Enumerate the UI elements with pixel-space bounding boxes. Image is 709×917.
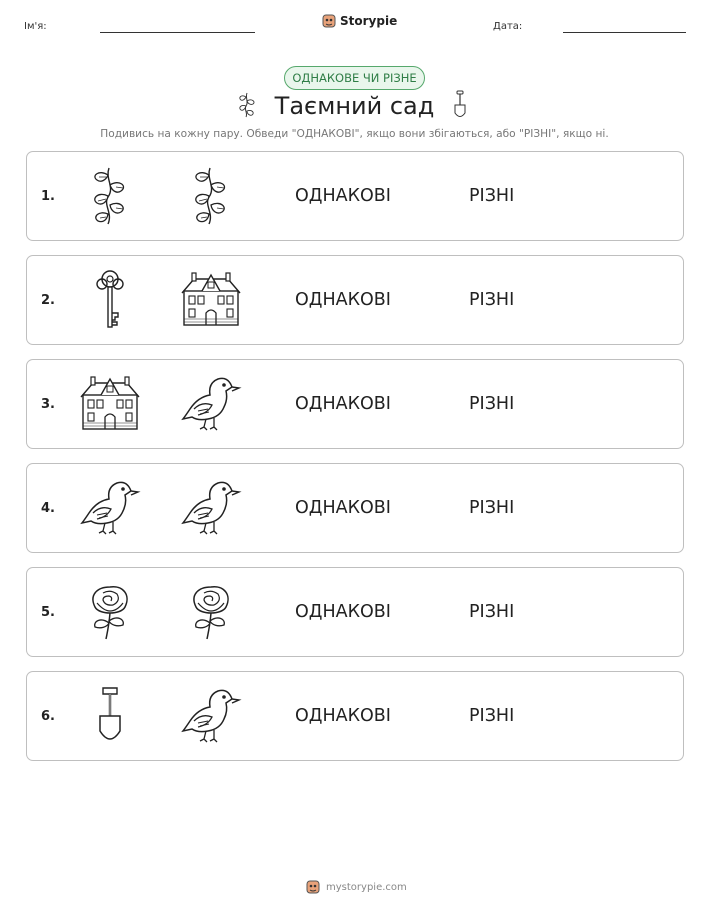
storypie-logo-icon	[322, 13, 336, 29]
option-different[interactable]: РІЗНІ	[469, 498, 515, 518]
option-same[interactable]: ОДНАКОВІ	[295, 186, 391, 206]
shovel-icon	[452, 90, 468, 120]
vine-icon	[79, 165, 141, 227]
footer-url[interactable]: mystorypie.com	[326, 881, 407, 893]
vine-icon	[180, 165, 242, 227]
option-different[interactable]: РІЗНІ	[469, 394, 515, 414]
option-same[interactable]: ОДНАКОВІ	[295, 706, 391, 726]
question-card	[26, 567, 684, 657]
bird-icon	[79, 477, 141, 539]
key-icon	[79, 269, 141, 331]
rose-icon	[79, 581, 141, 643]
question-number: 1.	[41, 189, 55, 204]
question-card	[26, 463, 684, 553]
name-line[interactable]	[100, 32, 255, 33]
date-label: Дата:	[493, 21, 523, 32]
option-same[interactable]: ОДНАКОВІ	[295, 290, 391, 310]
question-number: 5.	[41, 605, 55, 620]
house-icon	[180, 269, 242, 331]
question-card	[26, 151, 684, 241]
question-card	[26, 359, 684, 449]
house-icon	[79, 373, 141, 435]
question-card	[26, 671, 684, 761]
date-line[interactable]	[563, 32, 686, 33]
option-different[interactable]: РІЗНІ	[469, 602, 515, 622]
question-number: 3.	[41, 397, 55, 412]
option-same[interactable]: ОДНАКОВІ	[295, 602, 391, 622]
storypie-logo-icon	[306, 879, 320, 895]
page-title: Таємний сад	[274, 92, 435, 120]
option-different[interactable]: РІЗНІ	[469, 186, 515, 206]
shovel-icon	[79, 685, 141, 747]
question-number: 4.	[41, 501, 55, 516]
instructions: Подивись на кожну пару. Обведи "ОДНАКОВІ", якщо вони збігаються, або "РІЗНІ", якщо ні.	[100, 128, 609, 140]
option-different[interactable]: РІЗНІ	[469, 706, 515, 726]
bird-icon	[180, 685, 242, 747]
question-card	[26, 255, 684, 345]
activity-badge: ОДНАКОВЕ ЧИ РІЗНЕ	[284, 66, 425, 90]
bird-icon	[180, 373, 242, 435]
question-number: 6.	[41, 709, 55, 724]
option-different[interactable]: РІЗНІ	[469, 290, 515, 310]
question-number: 2.	[41, 293, 55, 308]
name-label: Ім'я:	[24, 21, 47, 32]
brand-name: Storypie	[340, 14, 398, 28]
option-same[interactable]: ОДНАКОВІ	[295, 394, 391, 414]
rose-icon	[180, 581, 242, 643]
option-same[interactable]: ОДНАКОВІ	[295, 498, 391, 518]
brand-logo	[322, 13, 397, 29]
footer	[306, 879, 407, 895]
bird-icon	[180, 477, 242, 539]
